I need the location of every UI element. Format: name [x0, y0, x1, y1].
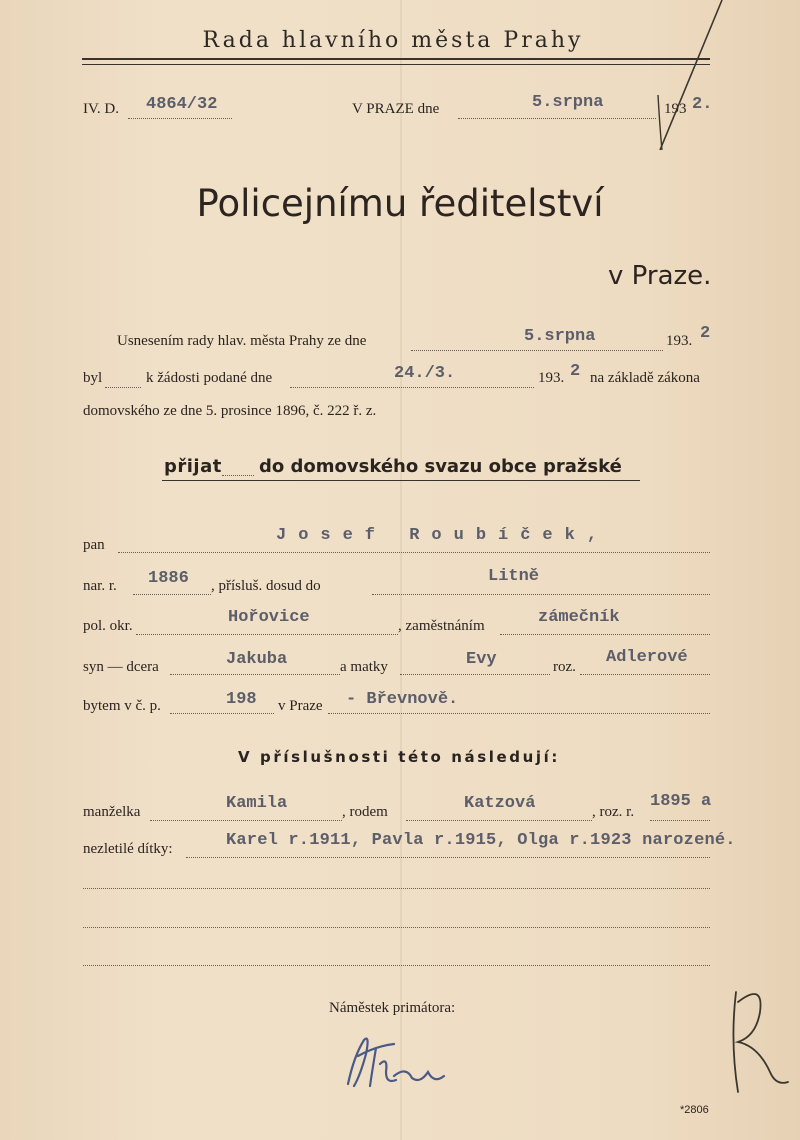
resolution-date: 5.srpna — [524, 327, 596, 346]
wife-born-line — [650, 820, 710, 821]
children-list: Karel r.1911, Pavla r.1915, Olga r.1923 narozené. — [226, 831, 736, 850]
decision-underline — [162, 480, 640, 481]
wife-maiden-line — [406, 820, 592, 821]
occupation-line — [500, 634, 710, 635]
children-line — [186, 857, 710, 858]
district-line — [136, 634, 398, 635]
addressee-title: Policejnímu ředitelství — [196, 182, 604, 225]
decision-word: přijat — [164, 456, 222, 477]
header-rule-top — [82, 58, 710, 60]
city-line — [328, 713, 710, 714]
maiden-line — [580, 674, 710, 675]
blank-line-3 — [83, 965, 710, 966]
ref-year-suffix: 2. — [692, 95, 713, 114]
resolution-date-line — [411, 350, 663, 351]
children-label: nezletilé dítky: — [83, 841, 173, 857]
previous-municipality: Litně — [488, 567, 540, 586]
son-label: syn — dcera — [83, 659, 159, 675]
father-name: Jakuba — [226, 650, 288, 669]
handwritten-checkmark — [650, 0, 730, 160]
ref-date: 5.srpna — [532, 93, 604, 112]
residence-label: bytem v č. p. — [83, 698, 161, 714]
house-line — [170, 713, 274, 714]
ref-number-line — [128, 118, 232, 119]
previous-line — [372, 594, 710, 595]
ref-number: 4864/32 — [146, 95, 218, 114]
blank-line-1 — [83, 888, 710, 889]
pan-label: pan — [83, 537, 105, 553]
nee-label: roz. — [553, 659, 576, 675]
byl-line — [105, 387, 141, 388]
person-name: Josef Roubíček, — [276, 526, 610, 545]
decision-rest: do domovského svazu obce pražské — [259, 456, 622, 477]
wife-name: Kamila — [226, 794, 288, 813]
initial-mark — [716, 982, 796, 1102]
district-label: pol. okr. — [83, 618, 133, 634]
authority-header: Rada hlavního města Prahy — [202, 28, 584, 53]
ref-year-prefix: 193 — [664, 101, 687, 117]
ref-prefix: IV. D. — [83, 101, 119, 117]
house-number: 198 — [226, 690, 257, 709]
addressee-city: v Praze. — [608, 261, 712, 291]
resolution-year-prefix: 193. — [666, 333, 693, 349]
family-heading: V příslušnosti této následují: — [237, 748, 560, 766]
wife-maiden: Katzová — [464, 794, 536, 813]
wife-born: 1895 a — [650, 792, 712, 811]
request-year-prefix: 193. — [538, 370, 565, 386]
mother-line — [400, 674, 550, 675]
request-date-line — [290, 387, 534, 388]
ref-date-line — [458, 118, 656, 119]
born-label: nar. r. — [83, 578, 117, 594]
mother-maiden: Adlerové — [606, 648, 688, 667]
occupation-label: , zaměstnáním — [398, 618, 485, 634]
blank-line-2 — [83, 927, 710, 928]
resolution-intro: Usnesením rady hlav. města Prahy ze dne — [117, 333, 367, 349]
fold-crease — [400, 0, 402, 1140]
mother-name: Evy — [466, 650, 497, 669]
occupation: zámečník — [538, 608, 620, 627]
request-label: k žádosti podané dne — [146, 370, 273, 386]
signature — [336, 1026, 456, 1096]
decision-line — [222, 475, 254, 476]
city-label: v Praze — [278, 698, 323, 714]
law-label: na základě zákona — [590, 370, 700, 386]
header-rule-bottom — [82, 64, 710, 65]
born-year: 1886 — [148, 569, 189, 588]
wife-nee-label: , rodem — [342, 804, 388, 820]
wife-label: manželka — [83, 804, 141, 820]
resolution-year-suffix: 2 — [700, 324, 711, 343]
byl-label: byl — [83, 370, 103, 386]
wife-born-label: , roz. r. — [592, 804, 635, 820]
wife-name-line — [150, 820, 342, 821]
request-year-suffix: 2 — [570, 362, 581, 381]
father-line — [170, 674, 340, 675]
signatory-label: Náměstek primátora: — [329, 1000, 456, 1016]
form-number: *2806 — [680, 1104, 709, 1116]
request-date: 24./3. — [394, 364, 456, 383]
place-label: V PRAZE dne — [352, 101, 440, 117]
district: Hořovice — [228, 608, 310, 627]
name-line — [118, 552, 710, 553]
district-city: - Břevnově. — [346, 690, 459, 709]
mother-label: a matky — [340, 659, 388, 675]
law-line: domovského ze dne 5. prosince 1896, č. 222 ř. z. — [83, 403, 377, 419]
previous-label: , přísluš. dosud do — [211, 578, 321, 594]
born-line — [133, 594, 211, 595]
